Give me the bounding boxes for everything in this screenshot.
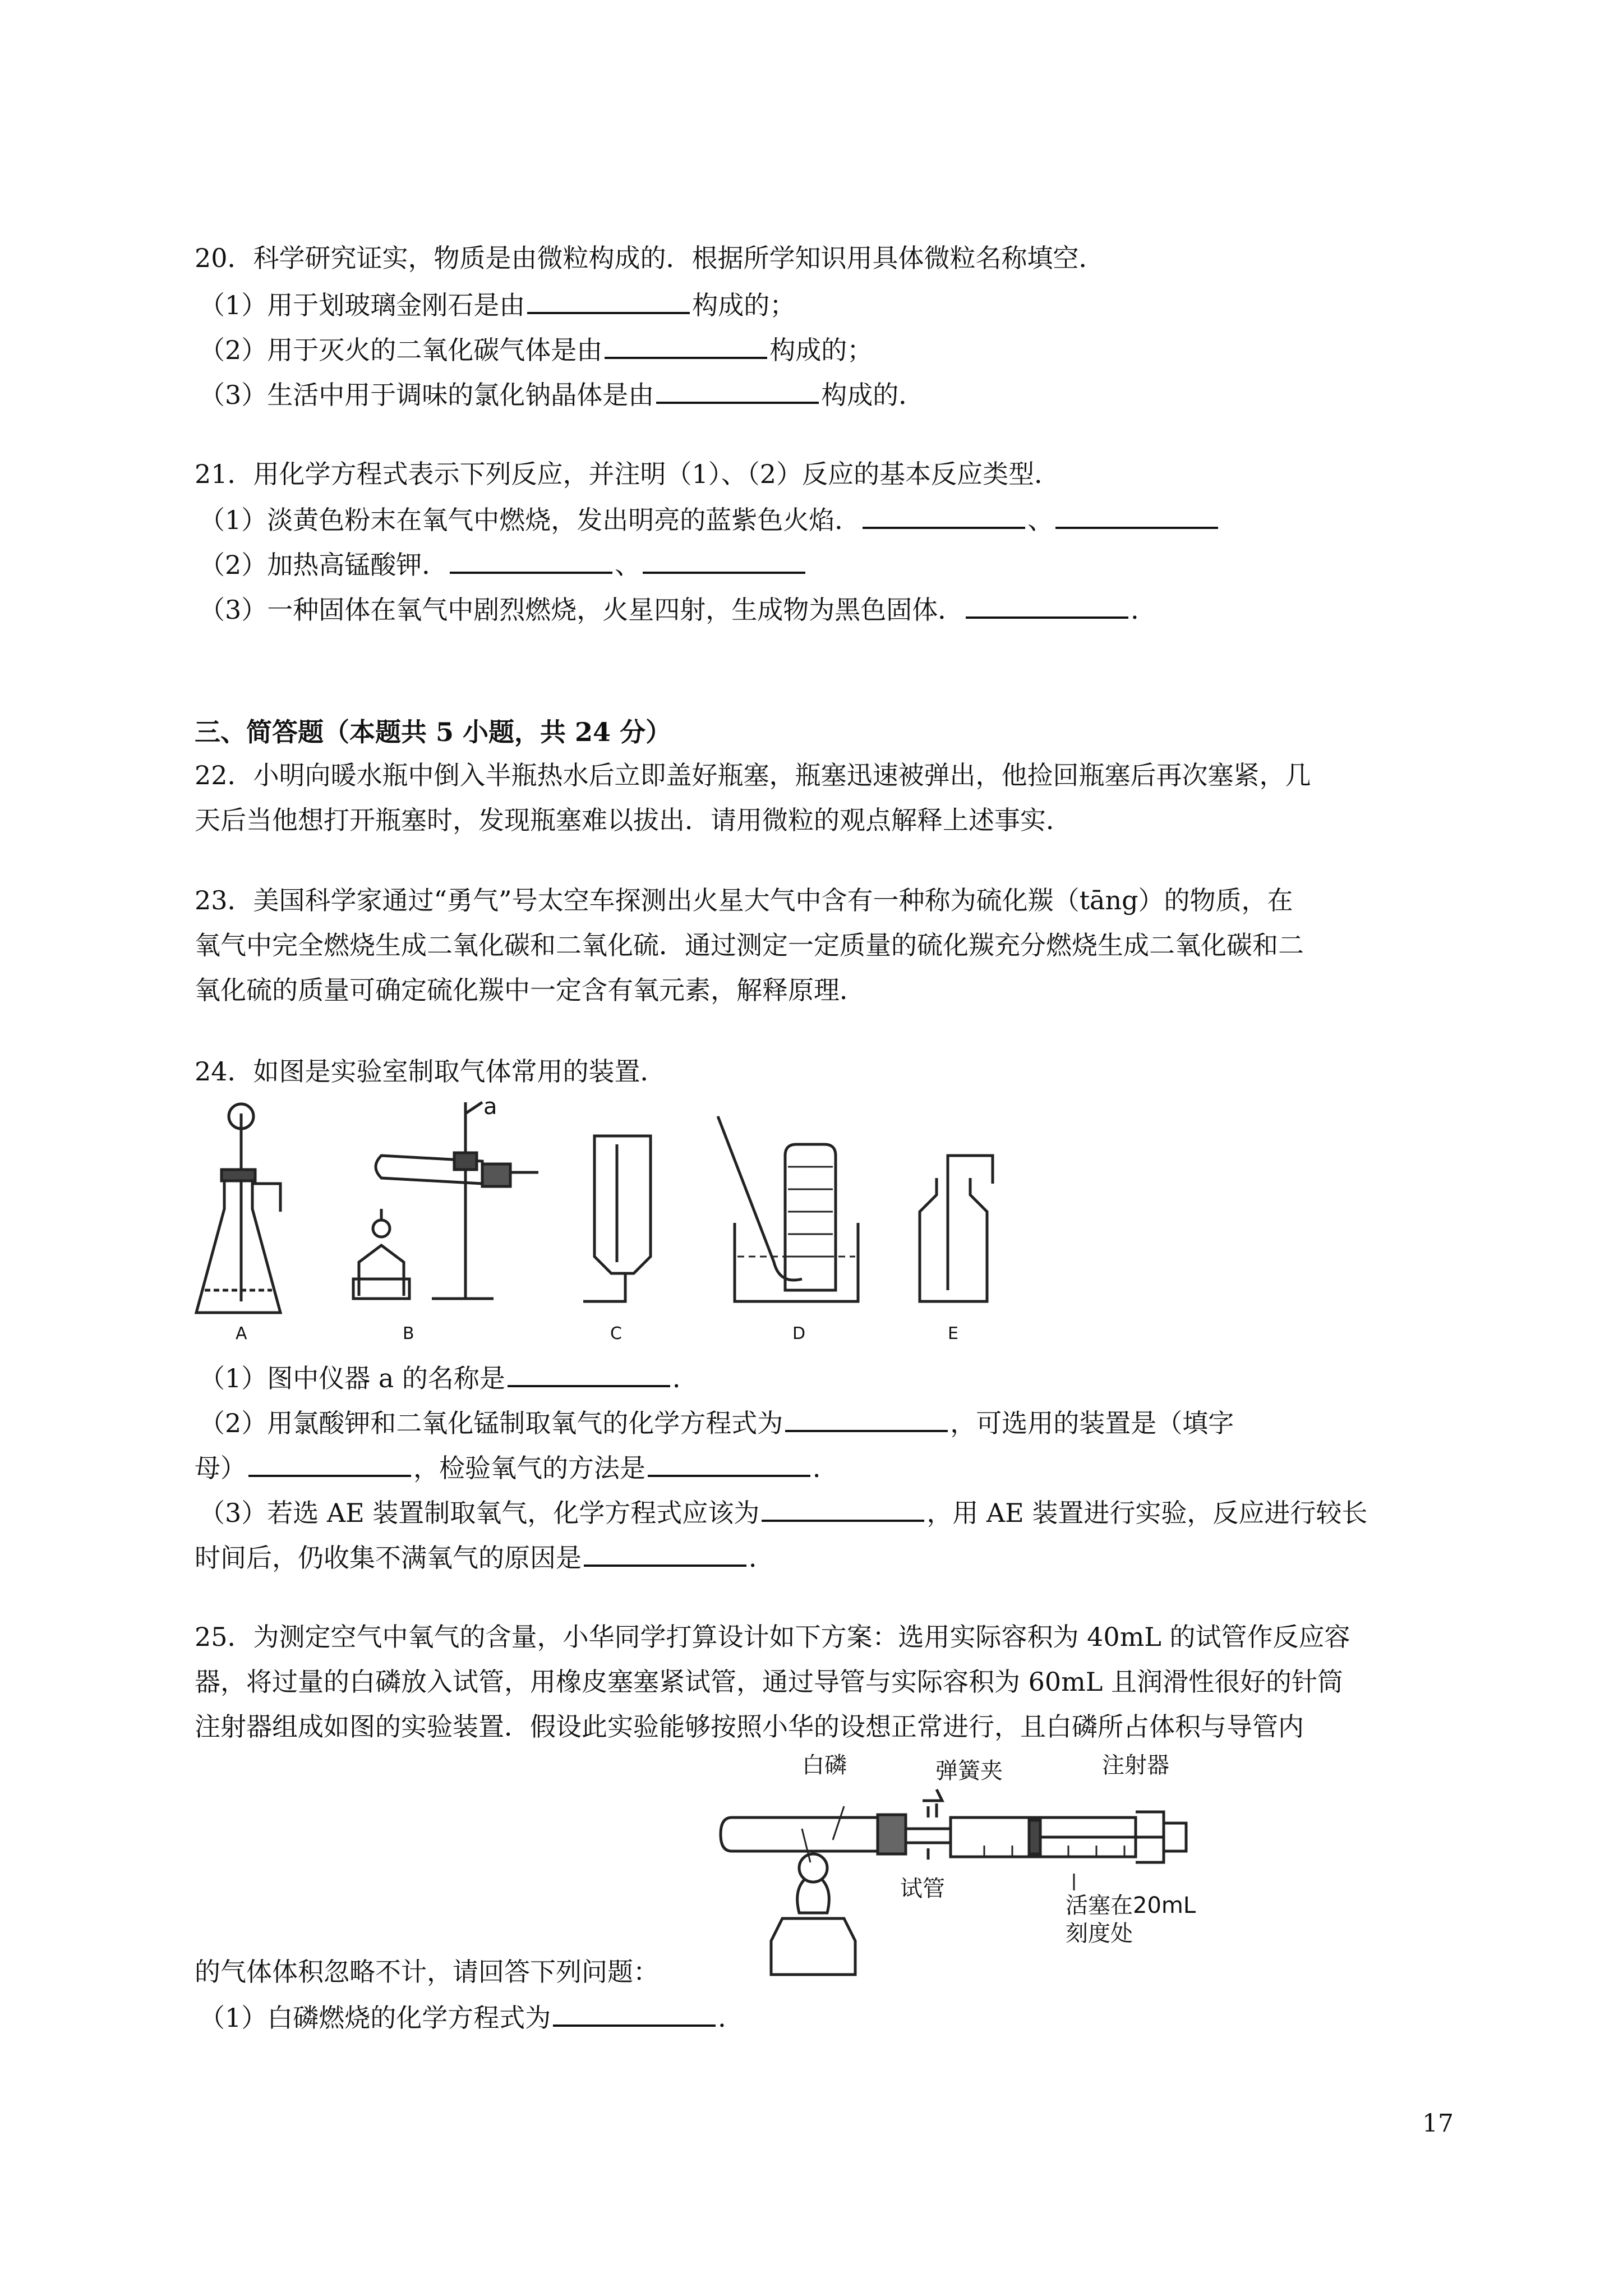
answer-blank[interactable] xyxy=(863,502,1025,529)
q25-line1: 25．为测定空气中氧气的含量，小华同学打算设计如下方案：选用实际容积为 40mL 的试管作反应容 xyxy=(195,1622,1350,1652)
answer-blank[interactable] xyxy=(656,377,819,404)
section-heading: 三、简答题（本题共 5 小题，共 24 分） xyxy=(195,717,672,747)
answer-blank[interactable] xyxy=(762,1495,924,1522)
apparatus-a-flask xyxy=(196,1104,280,1313)
q20-part1: （1）用于划玻璃金刚石是由 构成的； xyxy=(199,287,795,322)
q22-line2: 天后当他想打开瓶塞时，发现瓶塞难以拔出．请用微粒的观点解释上述事实． xyxy=(195,805,1072,835)
figure-label-D: D xyxy=(792,1324,806,1343)
q24-part2-cont: 母） ，检验氧气的方法是 ． xyxy=(195,1450,838,1485)
q24-stem: 24．如图是实验室制取气体常用的装置． xyxy=(195,1056,666,1087)
q24-part3-cont: 时间后，仍收集不满氧气的原因是 ． xyxy=(195,1540,774,1575)
q25-part1: （1）白磷燃烧的化学方程式为 ． xyxy=(199,2000,744,2035)
label-piston: 活塞在20mL xyxy=(1066,1893,1196,1918)
apparatus-b-heating xyxy=(353,1102,538,1299)
answer-blank[interactable] xyxy=(553,2000,716,2027)
answer-blank[interactable] xyxy=(605,332,767,359)
label-white-phosphorus: 白磷 xyxy=(802,1752,847,1778)
q21-part3: （3）一种固体在氧气中剧烈燃烧，火星四射，生成物为黑色固体． ． xyxy=(199,592,1156,627)
answer-blank[interactable] xyxy=(966,592,1128,619)
answer-blank[interactable] xyxy=(508,1360,670,1387)
q20-part3: （3）生活中用于调味的氯化钠晶体是由 构成的． xyxy=(199,377,924,412)
q24-part1: （1）图中仪器 a 的名称是 ． xyxy=(199,1360,698,1395)
figure-label-B: B xyxy=(403,1324,414,1343)
apparatus-c-bottle xyxy=(583,1136,651,1301)
page-number: 17 xyxy=(1422,2109,1454,2138)
q23-line3: 氧化硫的质量可确定硫化羰中一定含有氧元素，解释原理． xyxy=(195,975,865,1005)
q24-part2: （2）用氯酸钾和二氧化锰制取氧气的化学方程式为 ，可选用的装置是（填字 xyxy=(199,1405,1234,1440)
q24-part3: （3）若选 AE 装置制取氧气，化学方程式应该为 ，用 AE 装置进行实验，反应进行较长 xyxy=(199,1495,1367,1530)
q22-line1: 22．小明向暖水瓶中倒入半瓶热水后立即盖好瓶塞，瓶塞迅速被弹出，他捡回瓶塞后再次塞紧，几 xyxy=(195,760,1311,790)
answer-blank[interactable] xyxy=(785,1405,948,1432)
answer-blank[interactable] xyxy=(648,1450,810,1477)
answer-blank[interactable] xyxy=(643,547,805,574)
q21-part1: （1）淡黄色粉末在氧气中燃烧，发出明亮的蓝紫色火焰． 、 xyxy=(199,502,1220,537)
q23-line1: 23．美国科学家通过“勇气”号太空车探测出火星大气中含有一种称为硫化羰（tāng）的物质，在 xyxy=(195,885,1293,915)
answer-blank[interactable] xyxy=(527,287,690,314)
answer-blank[interactable] xyxy=(248,1450,411,1477)
label-syringe: 注射器 xyxy=(1102,1752,1169,1778)
q23-line2: 氧气中完全燃烧生成二氧化碳和二氧化硫．通过测定一定质量的硫化羰充分燃烧生成二氧化碳和二 xyxy=(195,930,1304,960)
answer-blank[interactable] xyxy=(584,1540,746,1567)
label-spring-clip: 弹簧夹 xyxy=(935,1758,1003,1784)
label-piston-scale: 刻度处 xyxy=(1066,1921,1133,1947)
answer-blank[interactable] xyxy=(450,547,612,574)
apparatus-d-trough xyxy=(718,1116,858,1301)
answer-blank[interactable] xyxy=(1055,502,1218,529)
q25-line3: 注射器组成如图的实验装置．假设此实验能够按照小华的设想正常进行，且白磷所占体积与导管内 xyxy=(195,1711,1304,1742)
q25-line4: 的气体体积忽略不计，请回答下列问题： xyxy=(195,1957,659,1987)
q20-part2: （2）用于灭火的二氧化碳气体是由 构成的； xyxy=(199,332,873,367)
q21-stem: 21．用化学方程式表示下列反应，并注明（1）、（2）反应的基本反应类型． xyxy=(195,459,1061,489)
q21-part2: （2）加热高锰酸钾． 、 xyxy=(199,547,808,582)
q25-apparatus-figure xyxy=(715,1750,1242,1991)
q25-line2: 器，将过量的白磷放入试管，用橡皮塞塞紧试管，通过导管与实际容积为 60mL 且润滑性很好的针筒 xyxy=(195,1667,1343,1697)
apparatus-e-bottle xyxy=(920,1156,993,1301)
label-test-tube: 试管 xyxy=(900,1876,945,1902)
q24-apparatus-figure xyxy=(191,1094,1032,1358)
q20-stem: 20．科学研究证实，物质是由微粒构成的．根据所学知识用具体微粒名称填空． xyxy=(195,243,1105,273)
label-a: a xyxy=(483,1094,497,1120)
figure-label-C: C xyxy=(610,1324,622,1343)
figure-label-E: E xyxy=(948,1324,958,1343)
figure-label-A: A xyxy=(236,1324,247,1343)
